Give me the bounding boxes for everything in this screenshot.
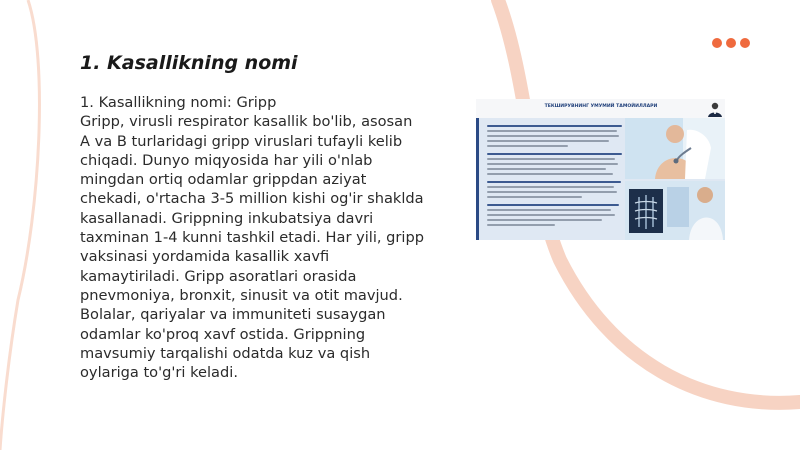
xray-exam-photo [625,181,725,240]
embedded-slide-image [476,99,725,240]
medical-exam-photo [625,118,725,179]
dot-2 [726,38,736,48]
thumbnail-heading: ТЕКШИРУВНИНГ УМУМИЙ ТАМОЙИЛЛАРИ [544,104,658,109]
thumbnail-accent-bar [476,118,479,240]
dot-1 [712,38,722,48]
thumbnail-text-lines [487,125,622,235]
left-arc [0,0,39,450]
slide-title: 1. Kasallikning nomi [80,52,298,74]
presenter-portrait-icon [707,101,723,117]
slide-body-text: 1. Kasallikning nomi: Gripp Gripp, virusli respirator kasallik bo'lib, asosan A va B turlaridagi gripp viruslari tufayli kelib chiqadi. Dunyo miqyosida har yili o'nlab mingdan ortiq odamlar grippdan aziyat chekadi, o'rtacha 3-5 million kishi og'ir shaklda kasallanadi. Grippning inkubatsiya davri taxminan 1-4 kunni tashkil etadi. Har yili, gripp vaksinasi yordamida kasallik xavfi kamaytiriladi. Gripp asoratlari orasida pnevmoniya, bronxit, sinusit va otit mavjud. Bolalar, qariyalar va immuniteti susaygan odamlar ko'proq xavf ostida. Grippning mavsumiy tarqalishi odatda kuz va qish oylariga to'g'ri keladi. [80,94,425,382]
dot-3 [740,38,750,48]
orange-dots-decoration [712,38,750,48]
